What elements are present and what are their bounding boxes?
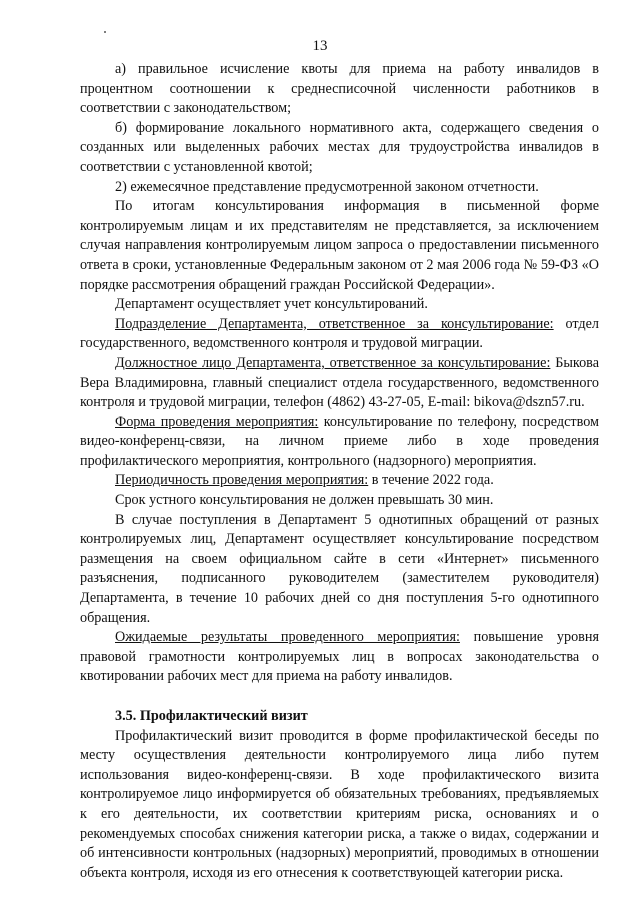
paragraph-same-type-requests: В случае поступления в Департамент 5 однотипных обращений от разных контролируемых лиц, Департамент осуществляет консультирование посредством размещения на своем официальном сайте в сети «Интернет» письменного разъяснения, подписанного руководителем (заместителем руководителя) Департамента, в течение 10 рабочих дней со дня поступления 5-го однотипного обращения. <box>80 511 599 626</box>
responsible-unit-label: Подразделение Департамента, ответственное за консультирование: <box>115 315 554 332</box>
section-heading: 3.5. Профилактический визит <box>115 708 308 724</box>
paragraph-monthly-reporting: 2) ежемесячное представление предусмотренной законом отчетности. <box>115 178 539 195</box>
paragraph-written-answer: По итогам консультирования информация в письменной форме контролируемым лицам и их представителям не представляется, за исключением случая направления контролируемым лицом запроса о предоставлении письменного ответа в сроки, установленные Федеральным законом от 2 мая 2006 года № 59-ФЗ «О порядке рассмотрения обращений граждан Российской Федерации». <box>80 198 599 293</box>
paragraph-consultation-time: Срок устного консультирования не должен превышать 30 мин. <box>115 492 494 509</box>
paragraph-preventive-visit: Профилактический визит проводится в форме профилактической беседы по месту осуществления деятельности контролируемого лица либо путем использования видео-конференц-связи. В ходе профилактического визита контролируемое лицо информируется об обязательных требованиях, предъявляемых к его деятельности, их соответствии критериям риска, основаниях и о рекомендуемых способах снижения категории риска, а также о видах, содержании и об интенсивности контрольных (надзорных) мероприятий, проводимых в отношении объекта контроля, исходя из его отнесения к соответствующей категории риска. <box>80 727 599 881</box>
paragraph-event-form <box>80 413 599 472</box>
periodicity-label: Периодичность проведения мероприятия: <box>115 472 369 489</box>
event-form-label: Форма проведения мероприятия: <box>115 413 319 430</box>
paragraph-expected-results <box>80 628 599 687</box>
paragraph-responsible-unit <box>80 315 599 354</box>
scan-speck <box>104 31 106 33</box>
expected-results-text: повышение уровня правовой грамотности контролируемых лиц в вопросах законодательства о квотировании рабочих мест для приема на работу инвалидов. <box>80 629 599 685</box>
responsible-official-label: Должностное лицо Департамента, ответственное за консультирование: <box>115 354 551 371</box>
expected-results-label: Ожидаемые результаты проведенного мероприятия: <box>115 629 460 646</box>
responsible-unit-text: отдел государственного, ведомственного контроля и трудовой миграции. <box>80 315 600 352</box>
paragraph-periodicity <box>80 471 599 491</box>
paragraph-local-act: б) формирование локального нормативного акта, содержащего сведения о созданных или выделенных рабочих местах для трудоустройства инвалидов в соответствии с установленной квотой; <box>80 119 599 175</box>
paragraph-responsible-official <box>80 354 599 413</box>
paragraph-quota-calculation: а) правильное исчисление квоты для приема на работу инвалидов в процентном соотношении к среднесписочной численности работников в соответствии с законодательством; <box>80 61 599 117</box>
responsible-official-text: Быкова Вера Владимировна, главный специалист отдела государственного, ведомственного контроля и трудовой миграции, телефон (4862) 43-27-05, E-mail: bikova@dszn57.ru. <box>80 354 599 411</box>
document-body <box>80 60 599 883</box>
paragraph-accounting: Департамент осуществляет учет консультирований. <box>115 296 428 313</box>
event-form-text: консультирование по телефону, посредством видео-конференц-связи, на личном приеме либо в ходе проведения профилактического мероприятия, контрольного (надзорного) мероприятия. <box>80 413 599 469</box>
page-number: 13 <box>312 38 328 54</box>
periodicity-text: в течение 2022 года. <box>368 472 494 489</box>
